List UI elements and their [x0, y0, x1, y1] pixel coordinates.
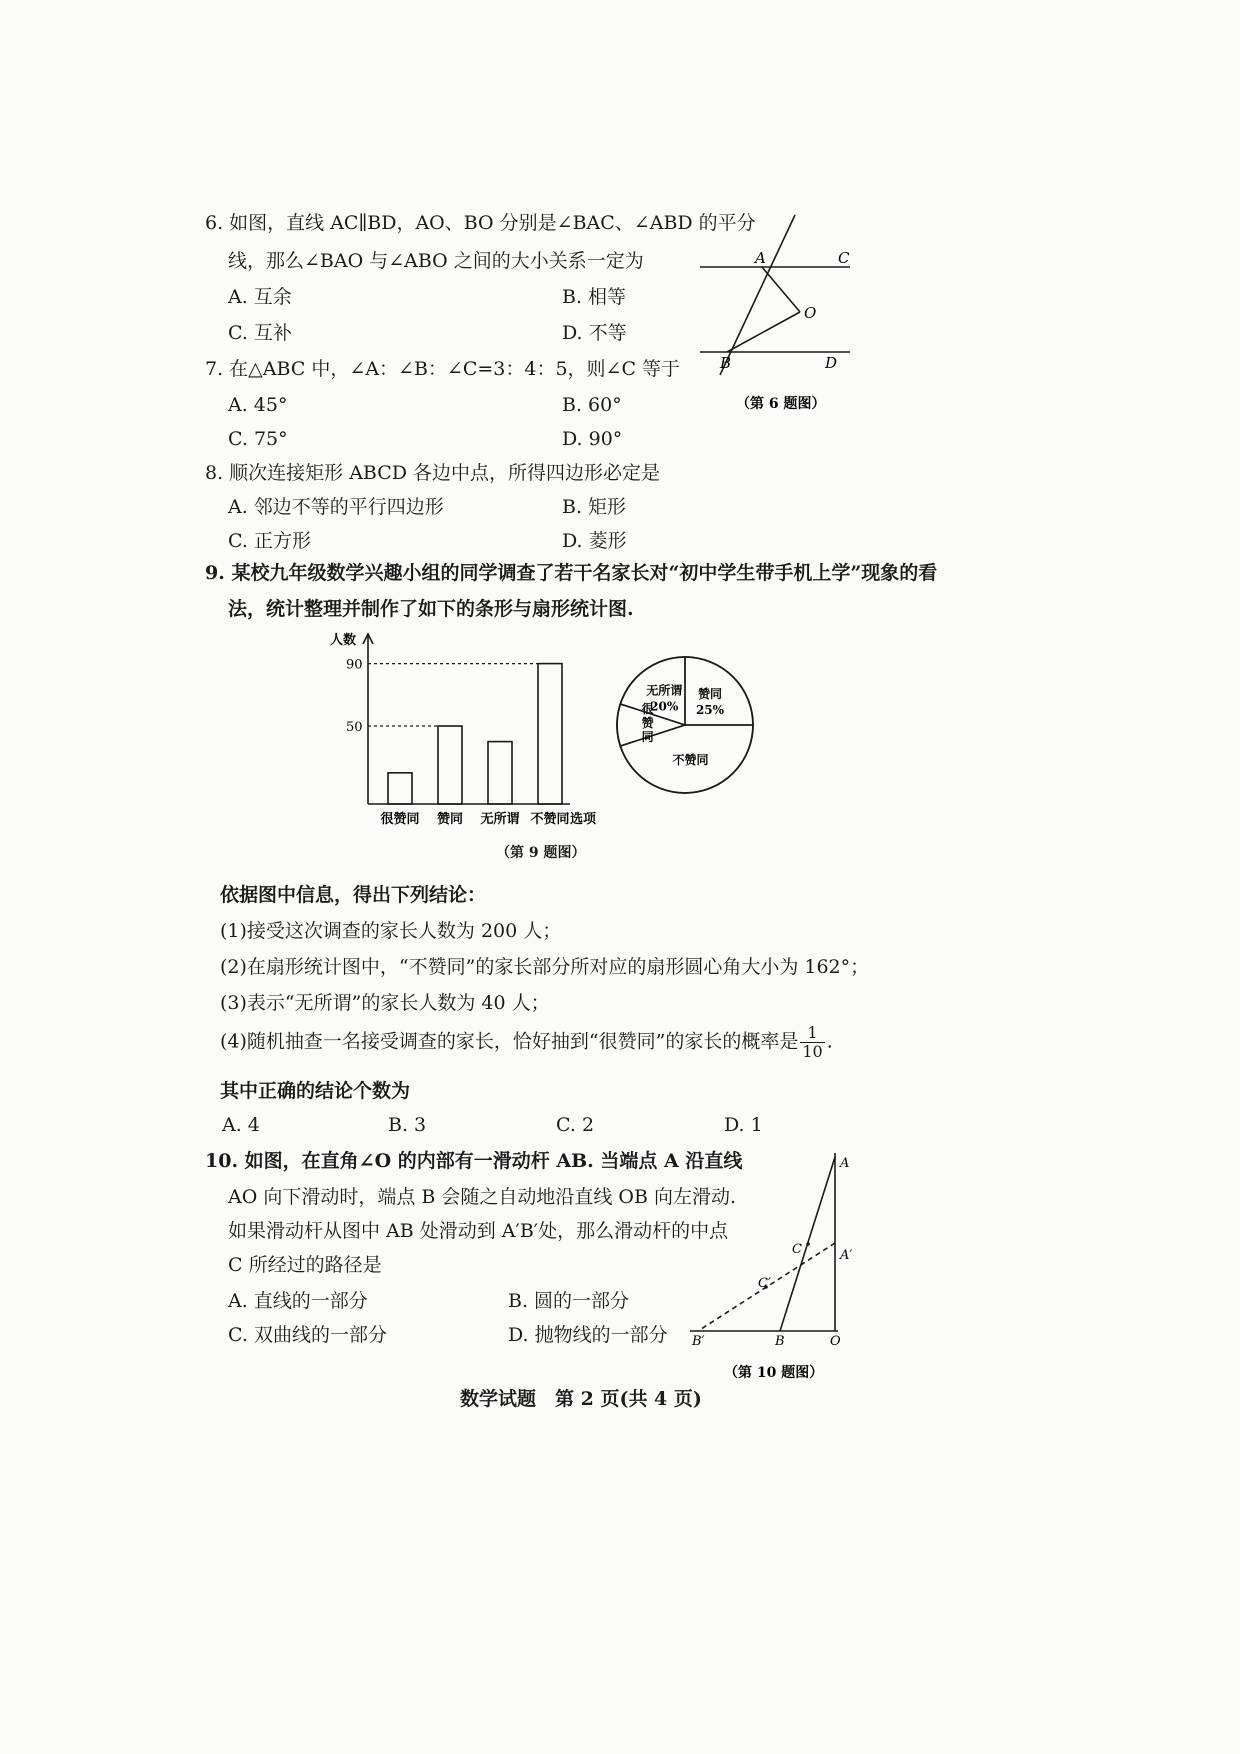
fig6-label-c: C — [838, 249, 850, 267]
q10-line4: C 所经过的路径是 — [228, 1254, 382, 1276]
pie-percent-3: 20% — [650, 699, 679, 714]
q8-line1: 8. 顺次连接矩形 ABCD 各边中点，所得四边形必定是 — [205, 462, 661, 484]
page-footer: 数学试题 第 2 页(共 4 页) — [460, 1388, 702, 1410]
q6-line1: 6. 如图，直线 AC∥BD，AO、BO 分别是∠BAC、∠ABD 的平分 — [205, 212, 756, 234]
q7-line1: 7. 在△ABC 中，∠A：∠B：∠C=3：4：5，则∠C 等于 — [205, 358, 681, 380]
q6-option-a: A. 互余 — [228, 286, 292, 308]
fig10-label-o: O — [830, 1334, 841, 1349]
q10-line2: AO 向下滑动时，端点 B 会随之自动地沿直线 OB 向左滑动. — [228, 1186, 737, 1208]
q8-option-b: B. 矩形 — [562, 496, 627, 518]
q9-ask: 其中正确的结论个数为 — [220, 1080, 411, 1102]
q9-caption: （第 9 题图） — [496, 845, 586, 861]
q7-option-c: C. 75° — [228, 428, 288, 450]
bar-1 — [438, 726, 462, 804]
q8-option-c: C. 正方形 — [228, 530, 311, 552]
bar-ytick-50: 50 — [346, 720, 363, 735]
q7-option-d: D. 90° — [562, 428, 623, 450]
q9-conclusion-1: (1)接受这次调查的家长人数为 200 人； — [220, 920, 562, 942]
bar-category-1: 赞同 — [436, 812, 464, 827]
probability-fraction — [800, 1024, 824, 1061]
q6-line2: 线，那么∠BAO 与∠ABO 之间的大小关系一定为 — [228, 250, 644, 272]
fig6-label-d: D — [825, 354, 838, 372]
q9-conclusion-3: (3)表示“无所谓”的家长人数为 40 人； — [220, 992, 550, 1014]
pie-label-3: 无所谓 — [646, 683, 683, 698]
fraction-denominator: 10 — [802, 1042, 823, 1061]
pie-label-2-char-0: 很 — [641, 702, 654, 716]
q9-option-a: A. 4 — [222, 1114, 260, 1136]
fig10-label-b-prime: B′ — [692, 1334, 705, 1349]
q9-intro: 依据图中信息，得出下列结论： — [220, 884, 487, 906]
bar-ylabel: 人数 — [330, 633, 357, 648]
bar-3 — [538, 664, 562, 804]
q9-line1: 9. 某校九年级数学兴趣小组的同学调查了若干名家长对“初中学生带手机上学”现象的看 — [205, 562, 938, 584]
fig10-label-b: B — [775, 1334, 785, 1349]
bar-0 — [388, 773, 412, 804]
fig10-label-a: A — [840, 1156, 850, 1171]
q9-option-c: C. 2 — [556, 1114, 595, 1136]
q8-option-a: A. 邻边不等的平行四边形 — [228, 496, 444, 518]
pie-percent-0: 25% — [695, 702, 725, 717]
bar-category-3: 不赞同 — [530, 812, 570, 827]
q8-option-d: D. 菱形 — [562, 530, 627, 552]
q9-conclusion-4-prefix: (4)随机抽查一名接受调查的家长，恰好抽到“很赞同”的家长的概率是 — [220, 1030, 799, 1053]
q10-line1: 10. 如图，在直角∠O 的内部有一滑动杆 AB. 当端点 A 沿直线 — [205, 1150, 743, 1172]
bar-chart — [330, 620, 620, 840]
fraction-numerator: 1 — [800, 1024, 824, 1043]
pie-label-2-char-2: 同 — [641, 730, 654, 744]
pie-label-2-char-1: 赞 — [641, 716, 654, 730]
point-c — [806, 1242, 810, 1246]
figure-10 — [680, 1145, 870, 1385]
fig10-label-c: C — [792, 1242, 802, 1257]
q6-option-c: C. 互补 — [228, 322, 292, 344]
q6-option-b: B. 相等 — [562, 286, 627, 308]
fig10-label-a-prime: A′ — [840, 1248, 853, 1263]
q9-line2: 法，统计整理并制作了如下的条形与扇形统计图. — [228, 598, 634, 620]
fig6-label-o: O — [804, 304, 817, 322]
q7-option-b: B. 60° — [562, 394, 622, 416]
fig10-caption: （第 10 题图） — [724, 1365, 824, 1381]
segment-ao — [762, 267, 800, 312]
q9-option-d: D. 1 — [724, 1114, 763, 1136]
fig6-label-b: B — [720, 354, 732, 372]
q9-option-b: B. 3 — [388, 1114, 427, 1136]
q7-option-a: A. 45° — [228, 394, 288, 416]
q9-conclusion-4-suffix: . — [826, 1030, 833, 1053]
figure-6 — [690, 210, 860, 410]
line-ab — [720, 215, 795, 375]
bar-category-2: 无所谓 — [480, 812, 520, 827]
bar-ytick-90: 90 — [346, 657, 363, 673]
fig10-label-c-prime: C′ — [758, 1276, 771, 1291]
q6-option-d: D. 不等 — [562, 322, 627, 344]
q9-conclusion-4 — [220, 1024, 833, 1061]
q10-option-a: A. 直线的一部分 — [228, 1290, 368, 1312]
q10-option-d: D. 抛物线的一部分 — [508, 1324, 668, 1346]
pie-label-0: 赞同 — [697, 686, 723, 701]
q10-option-c: C. 双曲线的一部分 — [228, 1324, 387, 1346]
fig6-label-a: A — [755, 249, 766, 267]
bar-2 — [488, 742, 512, 804]
q9-conclusion-2: (2)在扇形统计图中，“不赞同”的家长部分所对应的扇形圆心角大小为 162°； — [220, 956, 870, 978]
fig6-caption: （第 6 题图） — [736, 396, 826, 410]
bar-xlabel: 选项 — [570, 812, 597, 827]
q10-option-b: B. 圆的一部分 — [508, 1290, 630, 1312]
segment-bo — [727, 312, 800, 352]
q10-line3: 如果滑动杆从图中 AB 处滑动到 A′B′处，那么滑动杆的中点 — [228, 1220, 729, 1242]
bar-category-0: 很赞同 — [380, 812, 420, 827]
pie-chart — [610, 650, 760, 800]
pie-label-1: 不赞同 — [672, 752, 709, 767]
